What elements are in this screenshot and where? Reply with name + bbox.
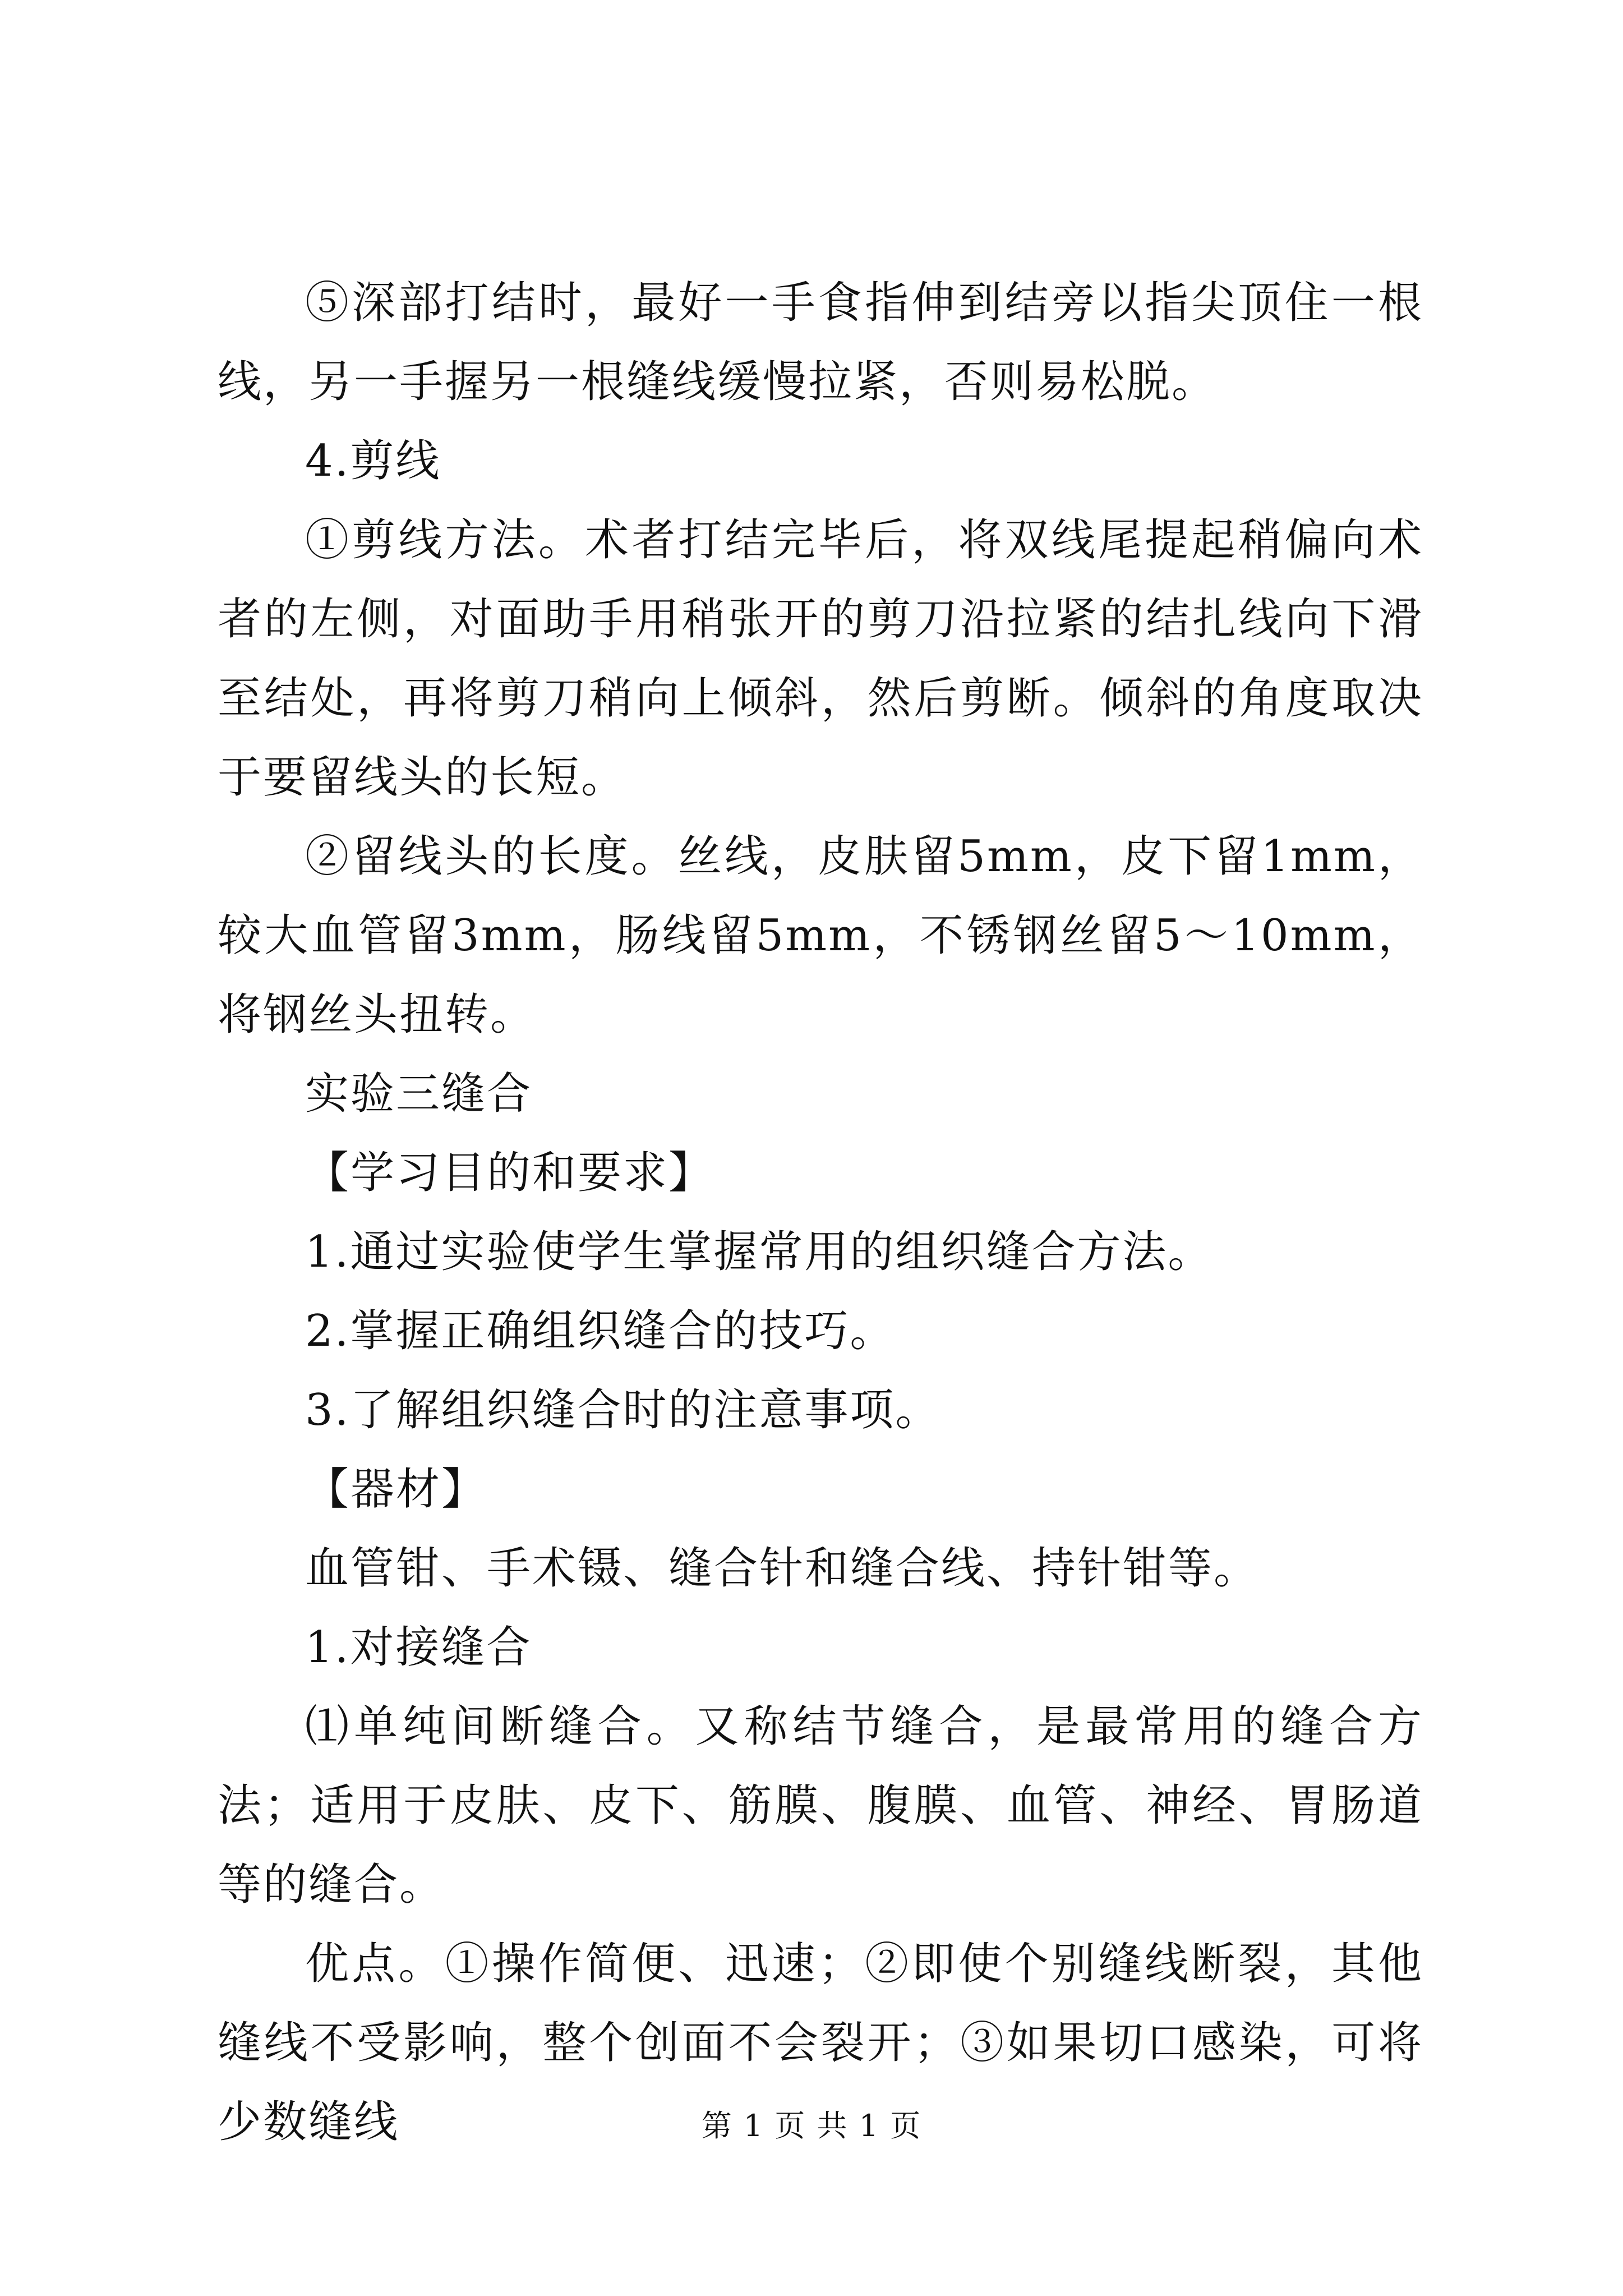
document-body [218,264,1423,2162]
paragraph-advantages: 优点。①操作简便、迅速；②即使个别缝线断裂，其他缝线不受影响，整个创面不会裂开；③如果切口感染，可将少数缝线 [218,1939,1423,2147]
list-item-goal-1: 1.通过实验使学生掌握常用的组织缝合方法。 [305,1227,1214,1277]
list-item-goal-2: 2.掌握正确组织缝合的技巧。 [305,1306,896,1356]
paragraph-cut-method: ①剪线方法。术者打结完毕后，将双线尾提起稍偏向术者的左侧，对面助手用稍张开的剪刀沿拉紧的结扎线向下滑至结处，再将剪刀稍向上倾斜，然后剪断。倾斜的角度取决于要留线头的长短。 [218,515,1423,803]
paragraph-thread-length: ②留线头的长度。丝线，皮肤留5mm，皮下留1mm，较大血管留3mm，肠线留5mm，不锈钢丝留5～10mm，将钢丝头扭转。 [218,831,1423,1040]
heading-cut-thread: 4.剪线 [305,436,441,486]
paragraph-equipment-list: 血管钳、手术镊、缝合针和缝合线、持针钳等。 [305,1543,1260,1594]
heading-learning-goals: 【学习目的和要求】 [305,1148,714,1198]
paragraph-deep-knot-tip: ⑤深部打结时，最好一手食指伸到结旁以指尖顶住一根线，另一手握另一根缝线缓慢拉紧，否则易松脱。 [218,278,1423,407]
list-item-goal-3: 3.了解组织缝合时的注意事项。 [305,1385,941,1435]
page-number-footer: 第 1 页 共 1 页 [701,2108,922,2143]
paragraph-simple-interrupted-suture: ⑴单纯间断缝合。又称结节缝合，是最常用的缝合方法；适用于皮肤、皮下、筋膜、腹膜、血管、神经、胃肠道等的缝合。 [218,1701,1423,1910]
heading-butt-suture: 1.对接缝合 [305,1622,532,1673]
heading-equipment: 【器材】 [305,1464,487,1515]
heading-experiment-three: 实验三缝合 [305,1069,533,1119]
